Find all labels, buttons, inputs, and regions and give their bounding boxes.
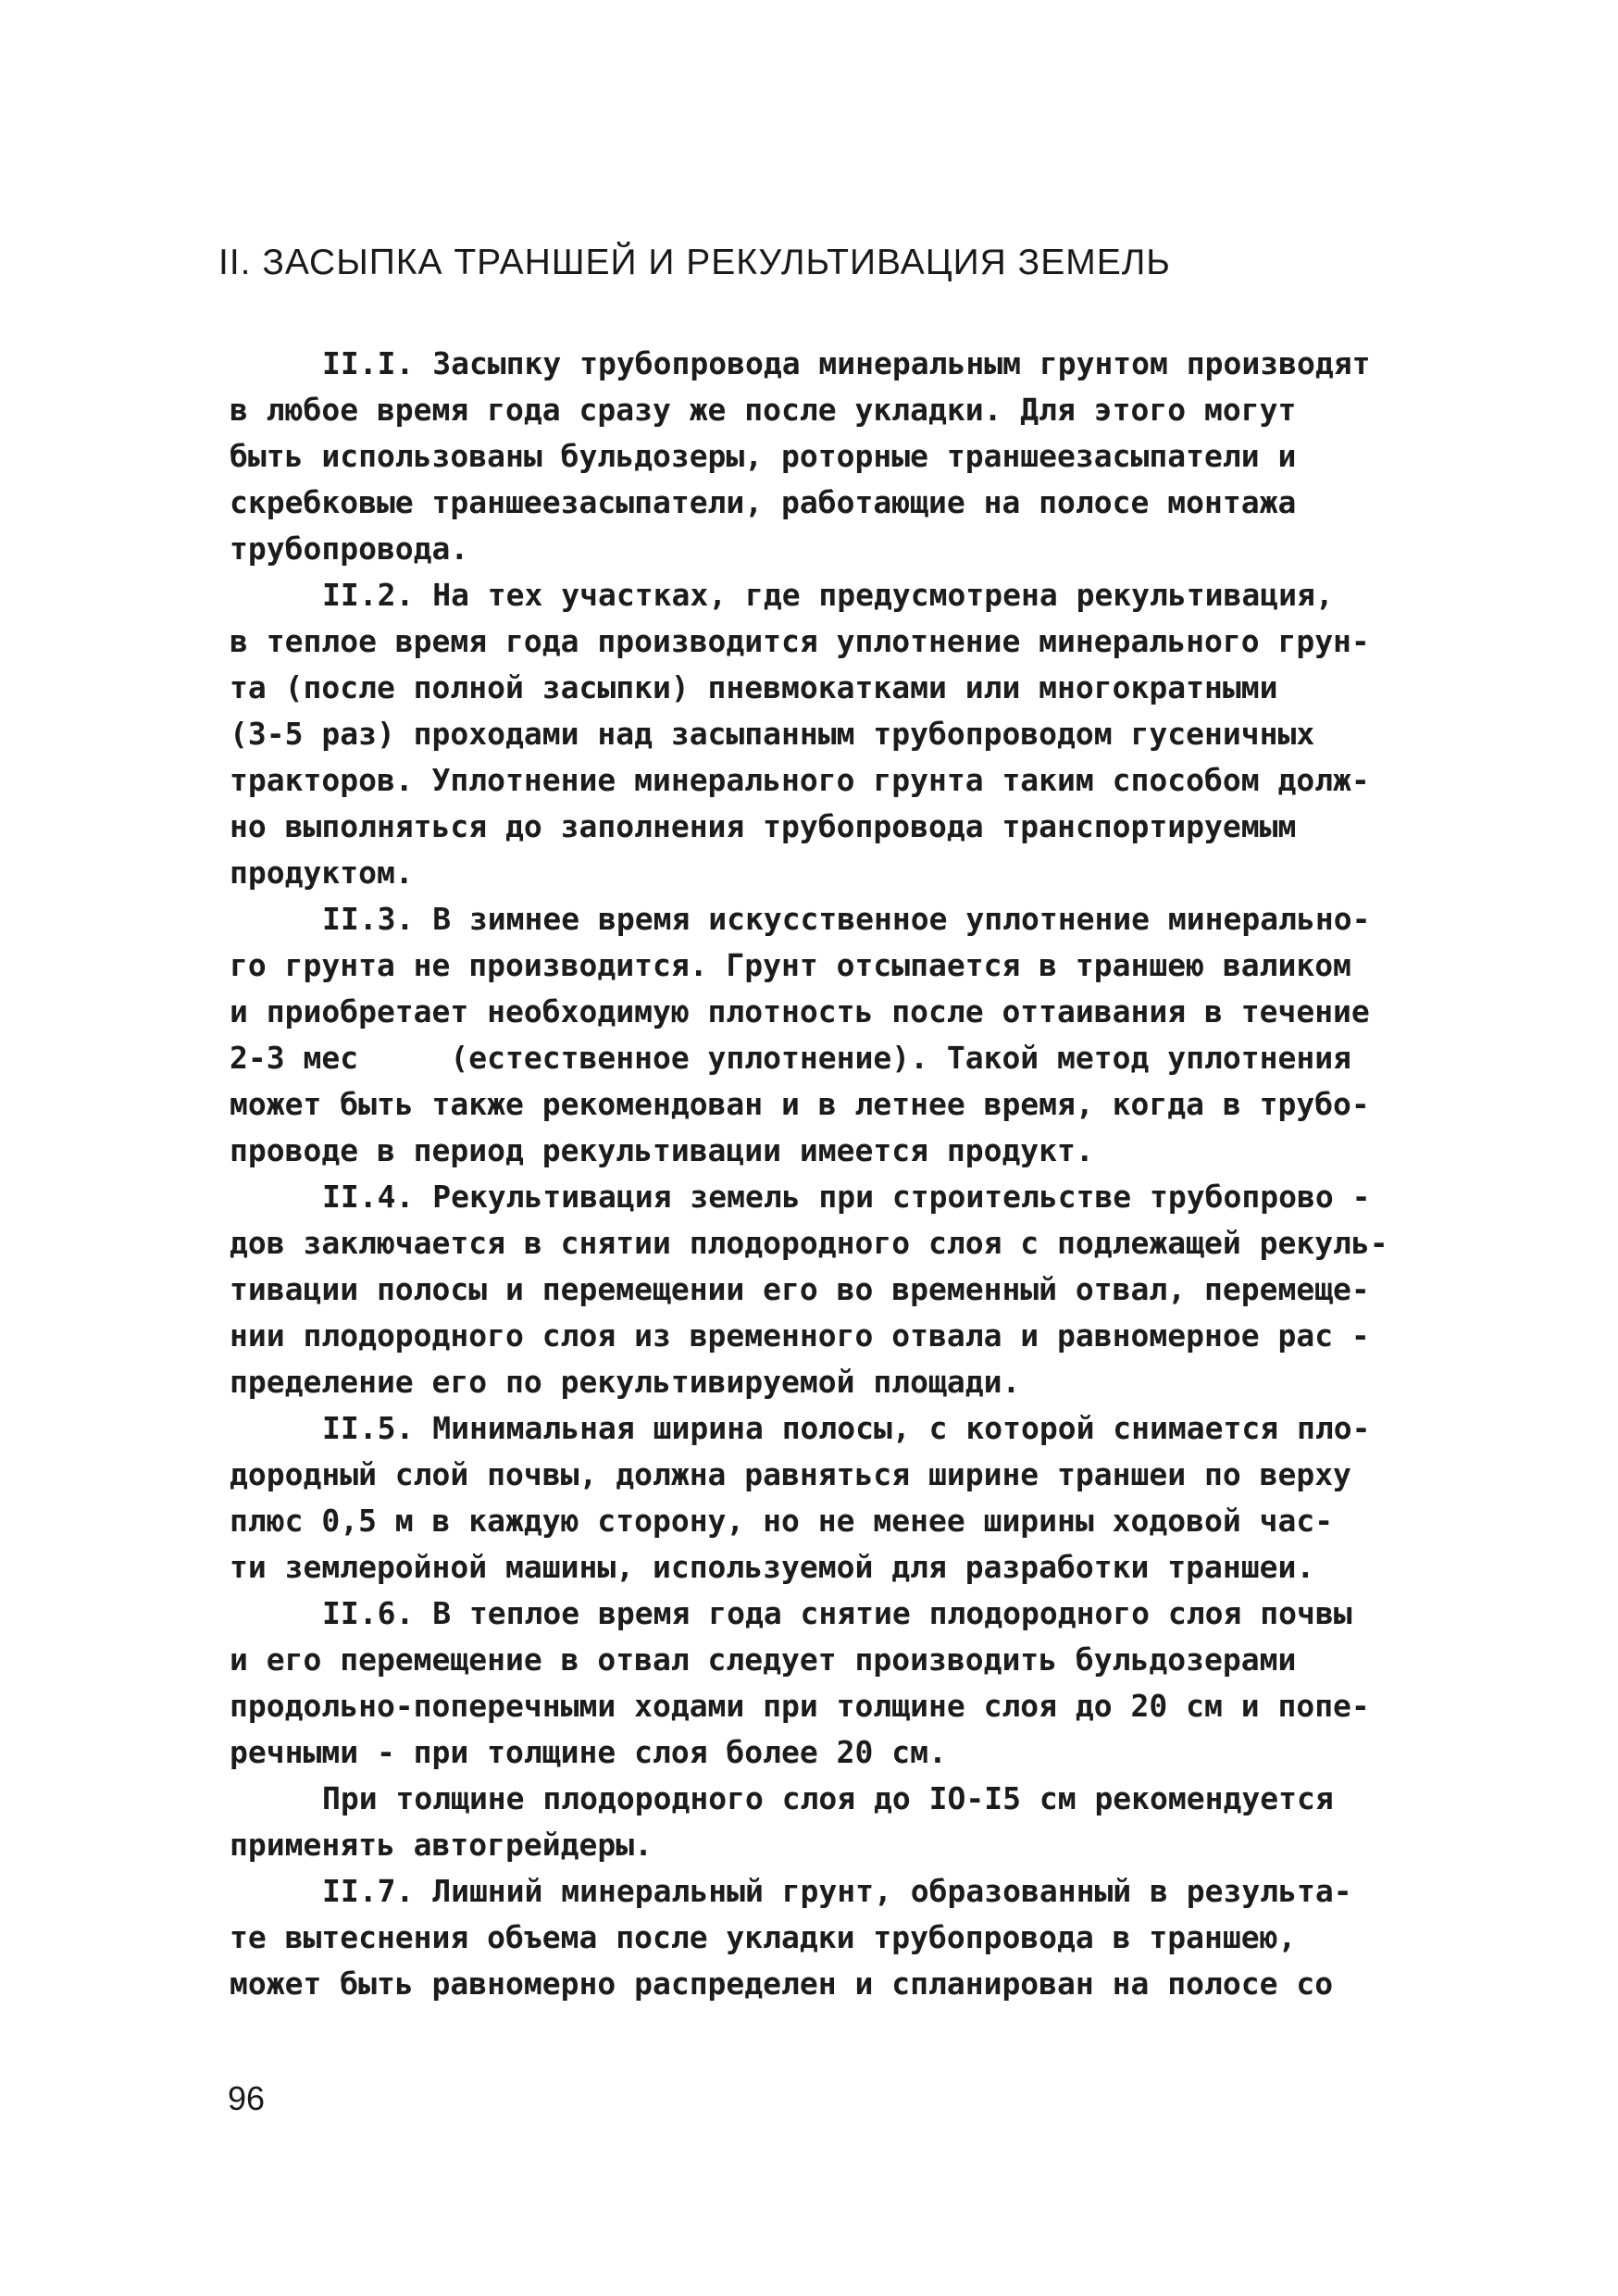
paragraph xyxy=(230,1591,1405,1776)
text-line: 2-3 мес (естественное уплотнение). Такой метод уплотнения xyxy=(230,1040,1351,1076)
paragraph xyxy=(230,896,1405,1174)
text-line: и его перемещение в отвал следует производить бульдозерами xyxy=(230,1641,1297,1678)
body-text xyxy=(230,341,1405,2007)
text-line: II.7. Лишний минеральный грунт, образованный в результа- xyxy=(322,1873,1352,1909)
text-line: ти землеройной машины, используемой для разработки траншеи. xyxy=(230,1549,1315,1585)
text-line: II.2. На тех участках, где предусмотрена рекультивация, xyxy=(322,577,1334,613)
text-line: и приобретает необходимую плотность после оттаивания в течение xyxy=(230,993,1370,1029)
text-line: тракторов. Уплотнение минерального грунта таким способом долж- xyxy=(230,762,1370,798)
paragraph xyxy=(230,1868,1405,2007)
text-line: применять автогрейдеры. xyxy=(230,1827,653,1863)
text-line: дородный слой почвы, должна равняться ширине траншеи по верху xyxy=(230,1456,1351,1492)
text-line: нии плодородного слоя из временного отвала и равномерное рас - xyxy=(230,1317,1370,1354)
text-line: та (после полной засыпки) пневмокатками или многократными xyxy=(230,669,1278,705)
text-line: может быть также рекомендован и в летнее время, когда в трубо- xyxy=(230,1086,1370,1122)
text-line: продуктом. xyxy=(230,855,414,891)
text-line: II.4. Рекультивация земель при строительстве трубопрово - xyxy=(322,1179,1371,1215)
text-line: быть использованы бульдозеры, роторные траншеезасыпатели и xyxy=(230,438,1297,474)
text-line: трубопровода. xyxy=(230,530,469,567)
text-line: При толщине плодородного слоя до IO-I5 см рекомендуется xyxy=(322,1780,1334,1816)
text-line: пределение его по рекультивируемой площади. xyxy=(230,1364,1021,1400)
text-line: скребковые траншеезасыпатели, работающие на полосе монтажа xyxy=(230,484,1297,520)
text-line: II.3. В зимнее время искусственное уплотнение минерально- xyxy=(322,901,1371,937)
text-line: в теплое время года производится уплотнение минерального грун- xyxy=(230,623,1370,659)
text-line: (3-5 раз) проходами над засыпанным трубопроводом гусеничных xyxy=(230,716,1315,752)
text-line: те вытеснения объема после укладки трубопровода в траншею, xyxy=(230,1919,1297,1955)
text-line: может быть равномерно распределен и спланирован на полосе со xyxy=(230,1965,1334,2002)
text-line: го грунта не производится. Грунт отсыпается в траншею валиком xyxy=(230,947,1351,983)
section-heading: II. ЗАСЫПКА ТРАНШЕЙ И РЕКУЛЬТИВАЦИЯ ЗЕМЕЛЬ xyxy=(218,243,1171,282)
paragraph xyxy=(230,1776,1405,1868)
text-line: в любое время года сразу же после укладки. Для этого могут xyxy=(230,392,1297,428)
text-line: II.6. В теплое время года снятие плодородного слоя почвы xyxy=(322,1595,1352,1631)
text-line: II.I. Засыпку трубопровода минеральным грунтом производят xyxy=(322,345,1371,381)
text-line: продольно-поперечными ходами при толщине слоя до 20 см и попе- xyxy=(230,1688,1370,1724)
text-line: но выполняться до заполнения трубопровода транспортируемым xyxy=(230,808,1297,844)
text-line: проводе в период рекультивации имеется продукт. xyxy=(230,1132,1094,1168)
text-line: II.5. Минимальная ширина полосы, с которой снимается пло- xyxy=(322,1410,1371,1446)
text-line: тивации полосы и перемещении его во временный отвал, перемеще- xyxy=(230,1271,1370,1307)
text-line: дов заключается в снятии плодородного слоя с подлежащей рекуль- xyxy=(230,1225,1388,1261)
text-line: речными - при толщине слоя более 20 см. xyxy=(230,1734,947,1770)
page-number: 96 xyxy=(228,2079,266,2117)
paragraph xyxy=(230,572,1405,896)
paragraph xyxy=(230,341,1405,572)
text-line: плюс 0,5 м в каждую сторону, но не менее ширины ходовой час- xyxy=(230,1503,1334,1539)
paragraph xyxy=(230,1174,1405,1405)
paragraph xyxy=(230,1405,1405,1591)
